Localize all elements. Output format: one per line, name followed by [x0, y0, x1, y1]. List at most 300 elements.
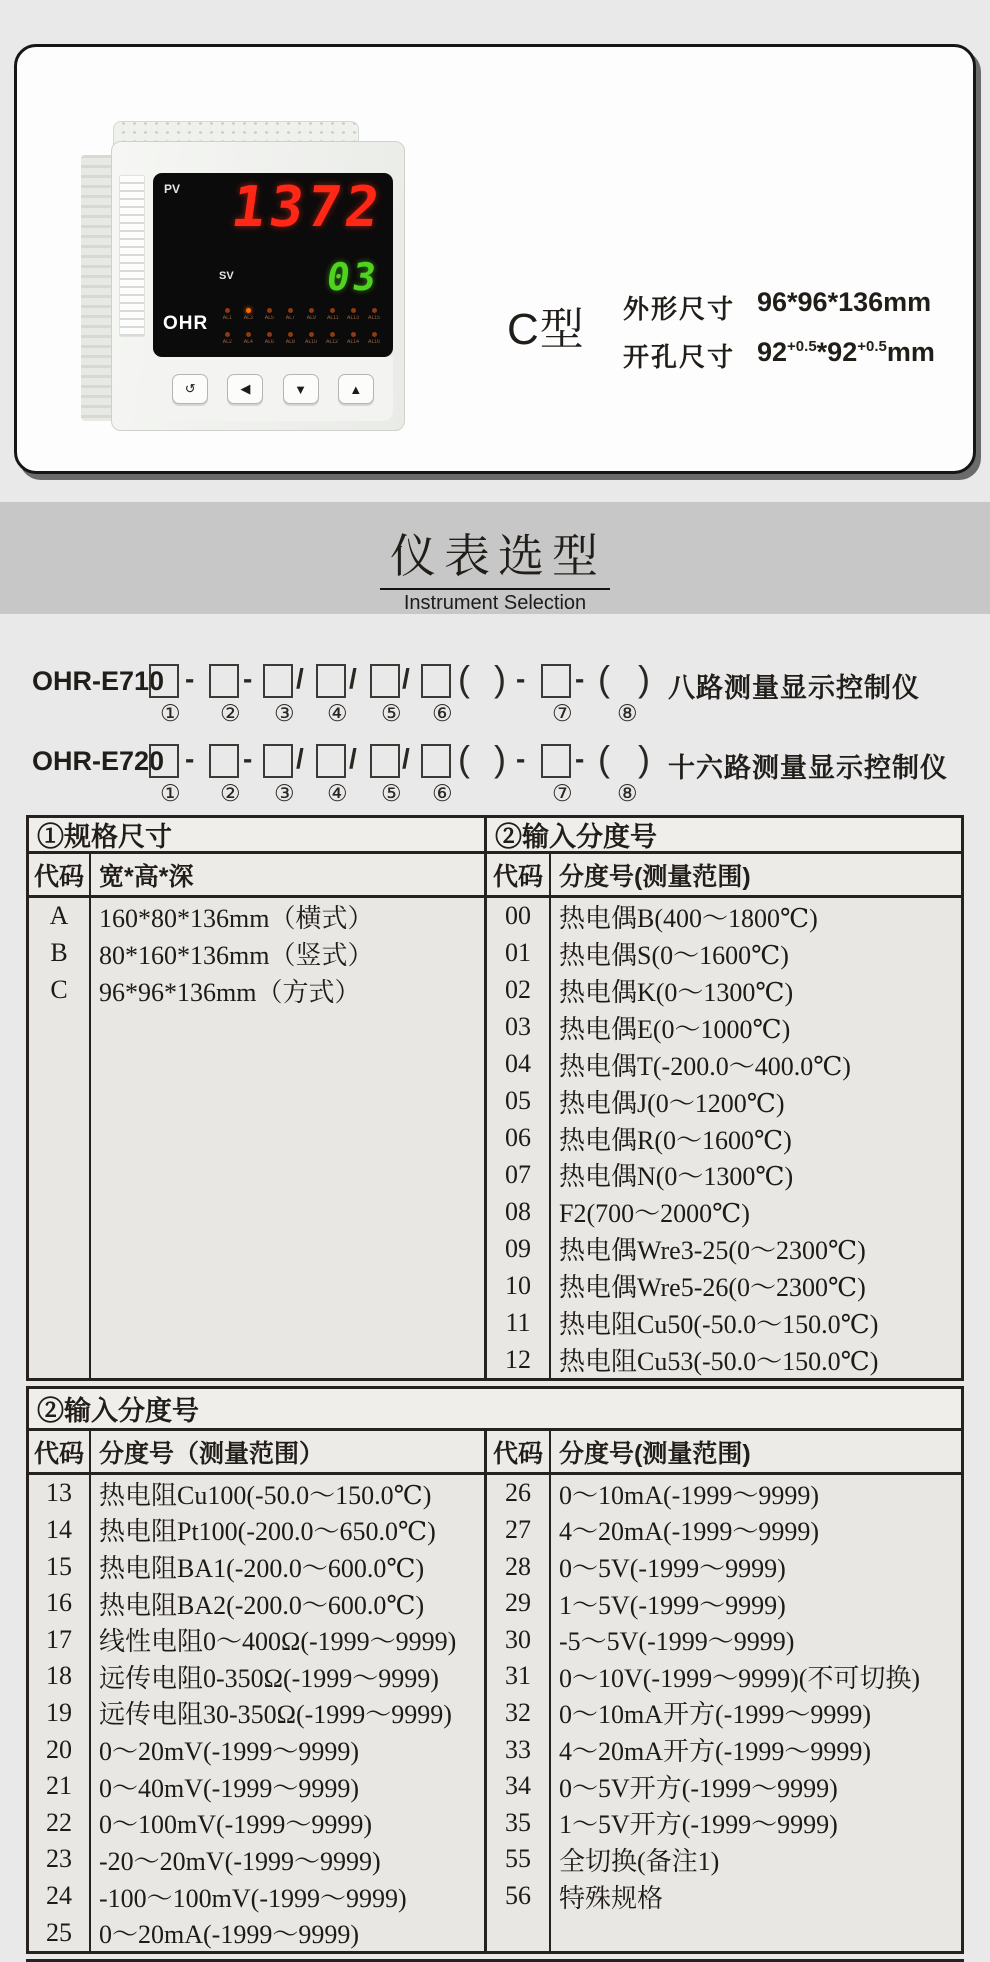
column-header-desc: 分度号（测量范围） — [99, 1439, 325, 1468]
table-row — [29, 898, 484, 935]
sv-label: SV — [219, 270, 234, 282]
row-desc: 热电偶Wre5-26(0～2300℃) — [559, 1273, 866, 1303]
code-paren-open: ( — [458, 738, 470, 779]
row-desc — [91, 1083, 484, 1120]
row-code: C — [29, 972, 91, 1009]
table-row — [487, 1475, 961, 1512]
alarm-led — [280, 305, 301, 329]
table-row — [487, 1658, 961, 1695]
row-code — [29, 1193, 91, 1230]
table-row — [487, 1230, 961, 1267]
led-dot-icon — [246, 332, 251, 337]
column-header-code: 代码 — [29, 854, 91, 895]
table2-right-half — [487, 1431, 961, 1951]
code-separator-slash: / — [349, 663, 357, 694]
led-label: AL9 — [306, 315, 317, 321]
led-label: AL15 — [368, 315, 381, 321]
position-number: ③ — [274, 700, 295, 726]
position-number: ⑥ — [432, 700, 453, 726]
row-desc — [91, 1230, 484, 1267]
led-label: AL8 — [285, 339, 296, 345]
alarm-led — [343, 305, 364, 329]
row-desc — [551, 1914, 961, 1951]
row-code — [29, 1083, 91, 1120]
table-row — [29, 1621, 484, 1658]
row-code: 30 — [487, 1621, 551, 1658]
table-row — [29, 1804, 484, 1841]
row-code: 07 — [487, 1156, 551, 1193]
code-box-1 — [149, 744, 179, 778]
row-desc — [91, 1156, 484, 1193]
code-separator-slash: / — [296, 663, 304, 694]
outline-size-value: 96*96*136mm — [757, 287, 932, 317]
row-desc — [91, 1267, 484, 1304]
row-code — [29, 1267, 91, 1304]
position-number: ④ — [327, 700, 348, 726]
table-row — [29, 1046, 484, 1083]
row-desc — [91, 1193, 484, 1230]
row-desc: 0～5V(-1999～9999) — [559, 1554, 786, 1584]
table-row — [487, 1009, 961, 1046]
model-number: OHR-E720 — [32, 746, 165, 776]
row-code: 26 — [487, 1475, 551, 1512]
code-paren-open: ( — [598, 738, 610, 779]
code-box-4 — [316, 744, 346, 778]
row-code: 34 — [487, 1768, 551, 1805]
alarm-led — [259, 305, 280, 329]
column-header-code: 代码 — [487, 854, 551, 895]
model-number: OHR-E710 — [32, 666, 165, 696]
device-button-icon: ▲ — [338, 374, 374, 404]
model-description: 十六路测量显示控制仪 — [668, 753, 948, 783]
row-code: B — [29, 935, 91, 972]
table2-header: ②输入分度号 — [29, 1389, 961, 1431]
table-row — [487, 1046, 961, 1083]
code-paren-open: ( — [598, 658, 610, 699]
led-dot-icon — [351, 308, 356, 313]
alarm-led — [217, 329, 238, 353]
pv-value: 1372 — [227, 175, 388, 240]
led-label: AL1 — [222, 315, 233, 321]
table-row — [29, 935, 484, 972]
row-desc: 热电阻Pt100(-200.0～650.0℃) — [99, 1517, 436, 1547]
alarm-led — [364, 329, 385, 353]
pv-label: PV — [164, 182, 181, 196]
table1-right-rows — [487, 898, 961, 1378]
row-code: 00 — [487, 898, 551, 935]
table1-right-subheader — [487, 854, 961, 898]
position-number: ① — [160, 700, 181, 726]
table-row — [487, 1731, 961, 1768]
code-paren-open: ( — [458, 658, 470, 699]
device-button-icon: ◀ — [227, 374, 263, 404]
row-desc: 热电阻Cu100(-50.0～150.0℃) — [99, 1480, 432, 1510]
table-row — [29, 1083, 484, 1120]
table-row — [487, 1914, 961, 1951]
row-code: 14 — [29, 1512, 91, 1549]
position-number: ⑤ — [381, 780, 402, 806]
code-separator-dash: - — [575, 743, 585, 774]
table-row — [487, 1548, 961, 1585]
spec-table-2 — [26, 1386, 964, 1954]
row-code: A — [29, 898, 91, 935]
row-desc — [91, 1341, 484, 1378]
code-separator-slash: / — [296, 743, 304, 774]
table-row — [29, 1267, 484, 1304]
table-row — [487, 1267, 961, 1304]
code-box-3 — [263, 664, 293, 698]
ordering-code-line-e710 — [0, 658, 990, 703]
table-row — [29, 1548, 484, 1585]
row-desc: 热电偶E(0～1000℃) — [559, 1014, 791, 1044]
row-code: 11 — [487, 1304, 551, 1341]
row-desc: 热电偶S(0～1600℃) — [559, 940, 789, 970]
led-row-bottom — [217, 329, 387, 353]
row-desc: 80*160*136mm（竖式） — [99, 940, 374, 970]
row-code: 55 — [487, 1841, 551, 1878]
outline-size-label: 外形尺寸 — [623, 294, 736, 324]
row-desc: 远传电阻0-350Ω(-1999～9999) — [99, 1663, 439, 1693]
code-position-markers-e710 — [0, 700, 990, 726]
table-row — [487, 1695, 961, 1732]
led-dot-icon — [267, 332, 272, 337]
code-separator-dash: - — [516, 743, 526, 774]
row-desc: 热电偶K(0～1300℃) — [559, 977, 794, 1007]
table-row — [487, 1083, 961, 1120]
led-row-top — [217, 305, 387, 329]
row-desc: -5～5V(-1999～9999) — [559, 1627, 795, 1657]
row-desc — [91, 1009, 484, 1046]
alarm-led — [343, 329, 364, 353]
table-row — [29, 1120, 484, 1157]
row-desc: 0～10mA(-1999～9999) — [559, 1480, 819, 1510]
position-number: ⑦ — [552, 780, 573, 806]
table2-right-rows — [487, 1475, 961, 1951]
row-code: 15 — [29, 1548, 91, 1585]
cutout-base1: 92 — [757, 337, 788, 367]
row-desc: 0～20mA(-1999～9999) — [99, 1920, 359, 1950]
row-code — [29, 1304, 91, 1341]
table-row — [487, 1512, 961, 1549]
led-label: AL6 — [264, 339, 275, 345]
table-row — [29, 1768, 484, 1805]
led-dot-icon — [288, 308, 293, 313]
row-code: 04 — [487, 1046, 551, 1083]
table-row — [29, 1841, 484, 1878]
device-button-icon: ▼ — [283, 374, 319, 404]
code-separator-slash: / — [402, 743, 410, 774]
table-row — [29, 1585, 484, 1622]
row-desc: 全切换(备注1) — [559, 1846, 720, 1876]
row-code: 08 — [487, 1193, 551, 1230]
code-separator-dash: - — [516, 663, 526, 694]
led-label: AL12 — [326, 339, 339, 345]
row-code: 18 — [29, 1658, 91, 1695]
row-code: 09 — [487, 1230, 551, 1267]
alarm-led — [301, 329, 322, 353]
row-code: 03 — [487, 1009, 551, 1046]
device-button-icon: ↺ — [172, 374, 208, 404]
row-desc: 0～100mV(-1999～9999) — [99, 1810, 372, 1840]
code-box-2 — [209, 664, 239, 698]
alarm-led — [238, 329, 259, 353]
row-code — [487, 1914, 551, 1951]
table1-right-header: ②输入分度号 — [487, 818, 961, 854]
row-code: 01 — [487, 935, 551, 972]
row-code: 05 — [487, 1083, 551, 1120]
position-number: ③ — [274, 780, 295, 806]
led-label: AL5 — [264, 315, 275, 321]
row-code: 35 — [487, 1804, 551, 1841]
row-code: 22 — [29, 1804, 91, 1841]
table-row — [29, 1193, 484, 1230]
row-code — [29, 1341, 91, 1378]
row-desc: 96*96*136mm（方式） — [99, 977, 361, 1007]
code-paren-close: ) — [638, 738, 650, 779]
column-header-desc: 分度号(测量范围) — [559, 1439, 751, 1468]
code-separator-dash: - — [185, 663, 195, 694]
table-row — [487, 1621, 961, 1658]
table-row — [29, 1512, 484, 1549]
row-desc: 0～10mA开方(-1999～9999) — [559, 1700, 871, 1730]
code-paren-close: ) — [494, 738, 506, 779]
code-separator-dash: - — [575, 663, 585, 694]
row-desc: 热电偶T(-200.0～400.0℃) — [559, 1051, 851, 1081]
led-label: AL2 — [222, 339, 233, 345]
cutout-size-value — [757, 337, 935, 368]
code-box-7 — [541, 744, 571, 778]
column-header-code: 代码 — [487, 1431, 551, 1472]
row-desc: 160*80*136mm（横式） — [99, 903, 374, 933]
row-code — [29, 1009, 91, 1046]
row-desc: 特殊规格 — [559, 1883, 664, 1913]
led-label: AL13 — [347, 315, 360, 321]
row-desc: 热电偶B(400～1800℃) — [559, 903, 818, 933]
table-row — [487, 1156, 961, 1193]
column-header-desc: 宽*高*深 — [99, 862, 194, 891]
code-position-markers-e720 — [0, 780, 990, 806]
led-label: AL16 — [368, 339, 381, 345]
row-code: 33 — [487, 1731, 551, 1768]
row-code: 28 — [487, 1548, 551, 1585]
led-dot-icon — [267, 308, 272, 313]
alarm-led — [301, 305, 322, 329]
table-row — [29, 1341, 484, 1378]
row-desc: F2(700～2000℃) — [559, 1199, 750, 1229]
row-desc: 4～20mA开方(-1999～9999) — [559, 1737, 871, 1767]
table-row — [487, 1878, 961, 1915]
alarm-led — [259, 329, 280, 353]
code-box-3 — [263, 744, 293, 778]
led-dot-icon — [246, 308, 251, 313]
section-subtitle: Instrument Selection — [403, 592, 587, 614]
row-code: 25 — [29, 1914, 91, 1951]
table-row — [29, 1475, 484, 1512]
table-row — [29, 1009, 484, 1046]
code-box-6 — [421, 664, 451, 698]
position-number: ⑧ — [617, 780, 638, 806]
table-row — [29, 1695, 484, 1732]
table1-left-subheader — [29, 854, 484, 898]
row-desc — [91, 1120, 484, 1157]
alarm-led-grid — [217, 305, 387, 353]
cutout-tolerance2: +0.5 — [857, 338, 887, 355]
led-label: AL7 — [285, 315, 296, 321]
row-desc — [91, 1304, 484, 1341]
position-number: ② — [220, 700, 241, 726]
row-code: 10 — [487, 1267, 551, 1304]
position-number: ② — [220, 780, 241, 806]
alarm-led — [280, 329, 301, 353]
row-code: 20 — [29, 1731, 91, 1768]
position-number: ⑧ — [617, 700, 638, 726]
brand-logo: OHR — [163, 313, 209, 334]
led-dot-icon — [351, 332, 356, 337]
code-paren-close: ) — [638, 658, 650, 699]
code-box-1 — [149, 664, 179, 698]
column-header-desc: 分度号(测量范围) — [559, 862, 751, 891]
table1-right-half — [487, 818, 961, 1378]
position-number: ⑥ — [432, 780, 453, 806]
row-code: 56 — [487, 1878, 551, 1915]
code-box-5 — [370, 744, 400, 778]
row-desc: 热电偶Wre3-25(0～2300℃) — [559, 1236, 866, 1266]
table-row — [29, 972, 484, 1009]
device-heatsink-fins — [81, 155, 115, 421]
led-dot-icon — [330, 308, 335, 313]
row-code — [29, 1156, 91, 1193]
row-code: 16 — [29, 1585, 91, 1622]
code-box-7 — [541, 664, 571, 698]
row-code: 24 — [29, 1878, 91, 1915]
table-row — [487, 972, 961, 1009]
table-row — [29, 1731, 484, 1768]
table-row — [487, 1304, 961, 1341]
spec-table-1 — [26, 815, 964, 1381]
alarm-led — [238, 305, 259, 329]
row-desc: 0～40mV(-1999～9999) — [99, 1773, 359, 1803]
led-dot-icon — [309, 332, 314, 337]
table2-left-half — [29, 1431, 487, 1951]
row-code: 21 — [29, 1768, 91, 1805]
cutout-base2: *92 — [816, 337, 858, 367]
led-label: AL14 — [347, 339, 360, 345]
row-desc: 热电阻BA2(-200.0～600.0℃) — [99, 1590, 425, 1620]
led-dot-icon — [330, 332, 335, 337]
row-desc: 0～10V(-1999～9999)(不可切换) — [559, 1663, 921, 1693]
row-code: 32 — [487, 1695, 551, 1732]
section-title: 仪表选型 — [380, 520, 610, 590]
row-code: 12 — [487, 1341, 551, 1378]
row-desc: 1～5V开方(-1999～9999) — [559, 1810, 838, 1840]
row-desc: 线性电阻0～400Ω(-1999～9999) — [99, 1627, 457, 1657]
row-code: 02 — [487, 972, 551, 1009]
table1-left-half — [29, 818, 487, 1378]
row-code: 13 — [29, 1475, 91, 1512]
product-card — [14, 44, 976, 474]
table-row — [487, 898, 961, 935]
cutout-tolerance1: +0.5 — [787, 338, 817, 355]
led-dot-icon — [288, 332, 293, 337]
table-row — [487, 1193, 961, 1230]
code-box-5 — [370, 664, 400, 698]
alarm-led — [217, 305, 238, 329]
row-code: 23 — [29, 1841, 91, 1878]
led-dot-icon — [225, 332, 230, 337]
table-row — [29, 1304, 484, 1341]
cutout-size-label: 开孔尺寸 — [623, 342, 736, 372]
table-row — [487, 1768, 961, 1805]
row-code: 27 — [487, 1512, 551, 1549]
table-row — [487, 1841, 961, 1878]
row-desc: 热电偶N(0～1300℃) — [559, 1162, 794, 1192]
table-row — [29, 1156, 484, 1193]
model-description: 八路测量显示控制仪 — [668, 673, 920, 703]
row-desc: 0～20mV(-1999～9999) — [99, 1737, 359, 1767]
row-desc: 热电阻Cu53(-50.0～150.0℃) — [559, 1347, 879, 1377]
code-box-6 — [421, 744, 451, 778]
row-desc: 热电偶J(0～1200℃) — [559, 1088, 785, 1118]
code-separator-dash: - — [185, 743, 195, 774]
led-dot-icon — [372, 332, 377, 337]
row-desc: 热电阻Cu50(-50.0～150.0℃) — [559, 1310, 879, 1340]
alarm-led — [322, 329, 343, 353]
row-code — [29, 1120, 91, 1157]
position-number: ④ — [327, 780, 348, 806]
position-number: ⑤ — [381, 700, 402, 726]
row-desc — [91, 1046, 484, 1083]
cutout-unit: mm — [886, 337, 935, 367]
alarm-led — [364, 305, 385, 329]
table-row — [487, 1120, 961, 1157]
row-code: 31 — [487, 1658, 551, 1695]
table-row — [29, 1914, 484, 1951]
table2-right-subheader — [487, 1431, 961, 1475]
led-dot-icon — [225, 308, 230, 313]
model-type-label: C型 — [507, 305, 585, 354]
ordering-code-line-e720 — [0, 738, 990, 783]
table-row — [29, 1230, 484, 1267]
table2-left-rows — [29, 1475, 484, 1951]
led-dot-icon — [309, 308, 314, 313]
code-separator-slash: / — [349, 743, 357, 774]
row-code: 06 — [487, 1120, 551, 1157]
row-desc: 热电偶R(0～1600℃) — [559, 1125, 792, 1155]
led-dot-icon — [372, 308, 377, 313]
table-row — [487, 1804, 961, 1841]
code-separator-slash: / — [402, 663, 410, 694]
column-header-code: 代码 — [29, 1431, 91, 1472]
table-row — [487, 1585, 961, 1622]
position-number: ⑦ — [552, 700, 573, 726]
table1-left-header: ①规格尺寸 — [29, 818, 484, 854]
table-row — [487, 935, 961, 972]
led-label: AL11 — [326, 315, 339, 321]
code-paren-close: ) — [494, 658, 506, 699]
table-row — [29, 1658, 484, 1695]
led-label: AL10 — [305, 339, 318, 345]
sv-value: 03 — [324, 255, 383, 299]
section-banner — [0, 502, 990, 614]
row-code: 17 — [29, 1621, 91, 1658]
led-label: AL3 — [243, 315, 254, 321]
row-code — [29, 1230, 91, 1267]
table-row — [487, 1341, 961, 1378]
row-code — [29, 1046, 91, 1083]
table1-left-rows — [29, 898, 484, 1378]
row-desc: 远传电阻30-350Ω(-1999～9999) — [99, 1700, 452, 1730]
position-number: ① — [160, 780, 181, 806]
